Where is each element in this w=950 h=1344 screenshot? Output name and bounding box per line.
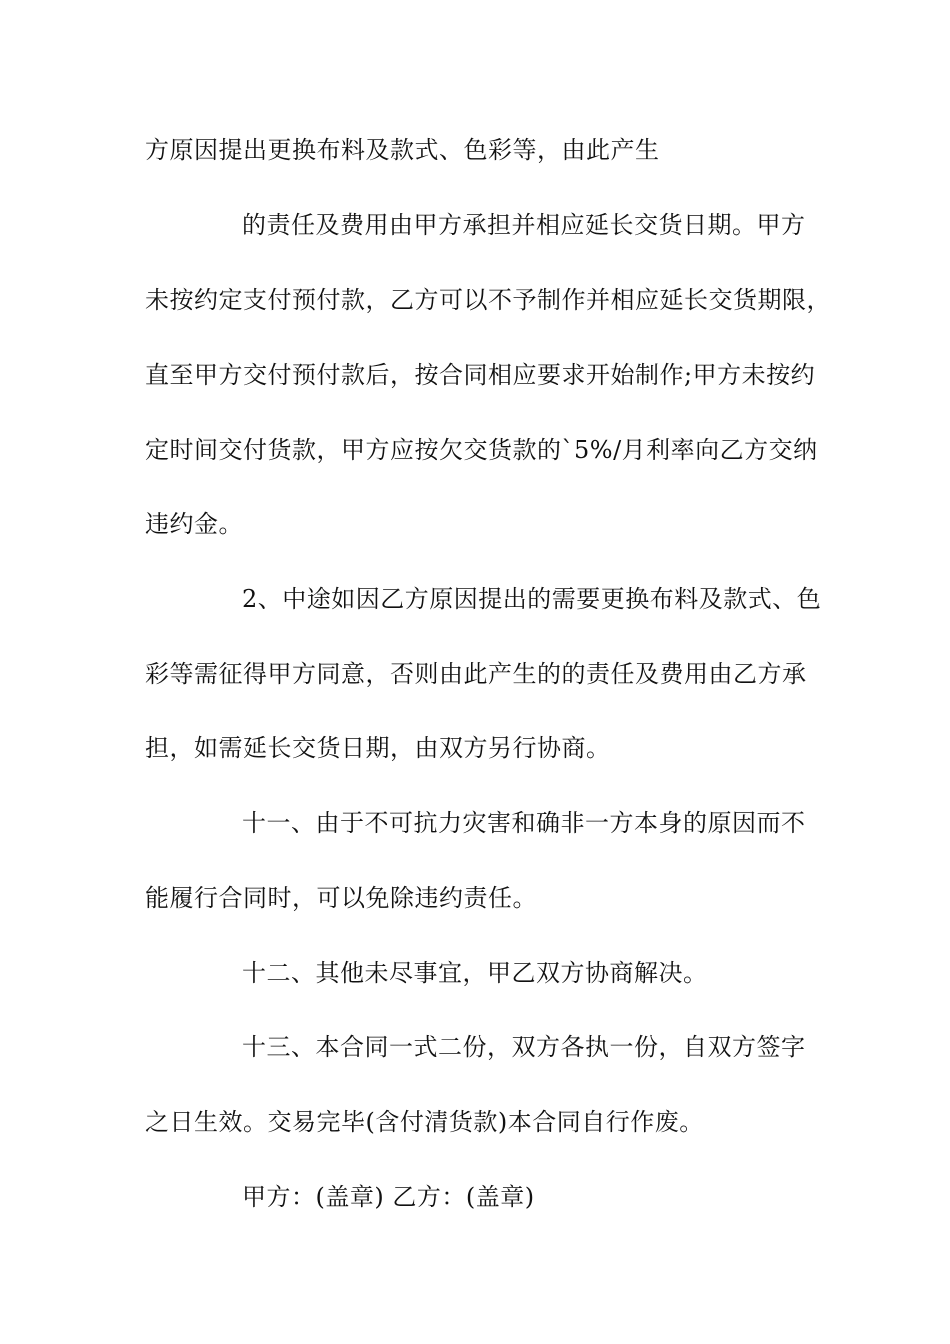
text-line: 直至甲方交付预付款后，按合同相应要求开始制作;甲方未按约 <box>145 361 816 389</box>
text-line: 之日生效。交易完毕(含付清货款)本合同自行作废。 <box>145 1108 704 1136</box>
signature-line: 甲方：(盖章) 乙方：(盖章) <box>242 1183 535 1211</box>
text-line: 2、中途如因乙方原因提出的需要更换布料及款式、色 <box>242 585 822 613</box>
text-line: 违约金。 <box>145 510 243 538</box>
text-line: 十一、由于不可抗力灾害和确非一方本身的原因而不 <box>242 809 806 837</box>
text-line: 定时间交付货款，甲方应按欠交货款的`5%/月利率向乙方交纳 <box>145 436 818 464</box>
text-line: 方原因提出更换布料及款式、色彩等，由此产生 <box>145 136 660 164</box>
text-line: 的责任及费用由甲方承担并相应延长交货日期。甲方 <box>242 211 806 239</box>
text-line: 彩等需征得甲方同意，否则由此产生的的责任及费用由乙方承 <box>145 660 807 688</box>
text-line: 担，如需延长交货日期，由双方另行协商。 <box>145 734 611 762</box>
text-line: 未按约定支付预付款，乙方可以不予制作并相应延长交货期限， <box>145 286 831 314</box>
text-line: 十三、本合同一式二份，双方各执一份，自双方签字 <box>242 1033 806 1061</box>
text-line: 能履行合同时，可以免除违约责任。 <box>145 884 537 912</box>
text-line: 十二、其他未尽事宜，甲乙双方协商解决。 <box>242 959 708 987</box>
